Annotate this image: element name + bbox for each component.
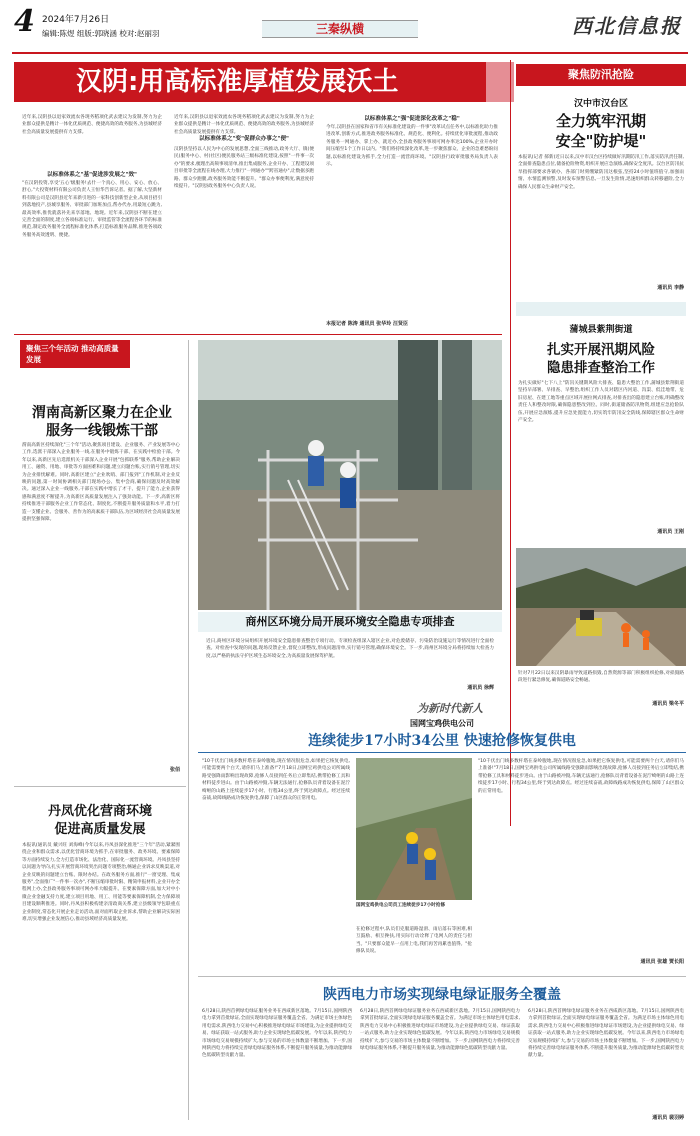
baoji-title: 连续徒步17小时34公里 快速抢修恢复供电 <box>308 733 576 749</box>
section-banner <box>262 20 418 38</box>
baoji-body-2: 在抢修过程中,队员们克服道路湿滑、雨后落石等困难,相互鼓励、相互搀扶,用实际行动诠释了电网人的责任与担当。"只要群众能早一点用上电,我们再苦再累也值得。"抢修队员说。 <box>356 927 472 955</box>
hanyin-subhead-1: 以标准体系之"基"促进涉发展之"效" <box>47 172 137 178</box>
pucheng-title-1: 蒲城县紫荆街道 <box>569 325 633 335</box>
baoji-body-3: "10千伏出门线多数杆塔在泰岭腹地,现在情况很危急,如果把它恢复供电,可能需要两个白天,请你们马上准备!"7月18日,国网宝鸡供电公司所属线路受强降雨影响出现故障,抢修人员接到任务后立即集结,携带抢修工具和材料徒步进山。由于山路被冲毁,车辆无法通行,抢修队员背着设备在泥泞崎岖的山路上连续徒步17小时、行程34公里,终于到达故障点。经过连续奋战,故障线路成功恢复供电,保障了山区群众的正常用电。 <box>478 759 684 794</box>
baoji-kicker: 国网宝鸡供电公司 <box>410 719 474 728</box>
road-repair-photo <box>516 548 686 666</box>
masthead <box>0 0 700 56</box>
power-market-byline: 通讯员 裴羽婷 <box>652 1115 684 1121</box>
pucheng-title-2: 扎实开展汛期风险 <box>547 342 655 358</box>
hanyin-subhead-2: 以标准体系之"变"促群众办事之"便" <box>199 136 289 142</box>
pucheng-title-3: 隐患排查整治工作 <box>547 360 655 376</box>
shangzhou-banner-text: 商州区环境分局开展环境安全隐患专项排查 <box>245 615 455 628</box>
baoji-body: "10千伏出门线多数杆塔在泰岭腹地,现在情况很危急,如果把它恢复供电,可能需要两个白天,请你们马上准备!"7月18日,国网宝鸡供电公司所属线路受强降雨影响出现故障,抢修人员接到任务后立即集结,携带抢修工具和材料徒步进山。由于山路被冲毁,车辆无法通行,抢修队员背着设备在泥泞崎岖的山路上连续徒步17小时、行程34公里,终于到达故障点。经过连续奋战,故障线路成功恢复供电,保障了山区群众的正常用电。 <box>202 759 350 802</box>
danfeng-body: 本报讯(通讯员 戴兴旺 刘海峰)今年以来,丹凤县深化推进"三个年"活动,紧紧围绕企业和群众需求,以优化营商环境为抓手,在审批服务、政务环境、要素保障等方面持续发力,全力打造市场化、法治化、国际化一流营商环境。丹凤县坚持以问题为导向,扎实开展营商环境突出问题专项整治,畅通企业诉求反映渠道,对企业反映的问题建立台账、限时办结。在政务服务方面,推行"一窗受理、集成服务",全面推广"一件事一次办",不断压缩审批时限、精简申报材料,企业开办全程网上办,全县政务服务事项可网办率大幅提升。在要素保障方面,加大对中小微企业金融支持力度,建立项目用地、用工、用能等要素保障机制,全力保障项目建设顺利推进。同时,丹凤县积极构建亲清政商关系,建立县级领导包联重点企业制度,常态化开展企业走访活动,面对面听取企业诉求,帮助企业解决实际困难,切实增强企业发展信心,推动县域经济高质量发展。 <box>22 843 180 923</box>
brand-logo: 西北信息报 <box>572 14 682 38</box>
issue-date: 2024年7月26日 <box>42 15 110 25</box>
hanyin-subhead-3: 以标准体系之"强"促进深化改革之"稳" <box>364 116 460 122</box>
headline-banner <box>14 62 514 102</box>
power-market-body-2: 6月28日,陕西首例绿电绿证服务业务在西咸新区落地。7月15日,国网陕西电力拿到首批绿证,全面实现绿电绿证服务覆盖全省。为满足市场主体绿色用电需求,陕西电力交易中心积极推进绿电绿证市场建设,为企业提供绿电交易、绿证获取一站式服务,助力企业实现绿色低碳发展。今年以来,陕西电力市场绿电交易规模持续扩大,参与交易的市场主体数量不断增加。下一步,国网陕西电力将持续完善绿电绿证服务体系,不断提升服务质量,为推动能源绿色低碳转型贡献力量。 <box>360 1009 520 1052</box>
flood-section-title: 聚焦防汛抢险 <box>568 68 634 81</box>
shangzhou-banner <box>198 612 502 632</box>
hanyin-intro: 近年来,汉阴县以退家效流农各现务稻项化武去建议为发制,努力为企业群众提供是精计一体化优质规范、便捷高效的政务服务,为县城经济社会高质量发展提供有力支撑。 <box>22 115 162 135</box>
weinan-byline: 张佰 <box>169 767 180 773</box>
weinan-title-2: 服务一线锻炼干部 <box>46 423 158 439</box>
danfeng-title-2: 促进高质量发展 <box>54 822 146 837</box>
weinan-body: 渭南高新区持续深化"三个年"活动,聚焦项目建设、企业服务、产业发展等中心工作,选派干部深入企业服务一线,在服务中锻炼干部、在实践中检验干部。今年以来,高新区先后选派机关干部深入企业开展"包抓联系"服务,帮助企业解决用工、融资、用地、审批等方面困难和问题,建立问题台账,实行销号管理,切实为企业排忧解难。同时,高新区建立"企业吹哨、部门报到"工作机制,对企业反映的问题,第一时间协调相关部门现场办公、集中会商,确保问题及时高效解决。通过深入企业一线服务,干部在实践中增长了才干、提升了能力,企业获得感和满意度不断提升,为高新区高质量发展注入了强劲动能。下一步,高新区将持续推进干部服务企业工作常态化、制度化,不断提升服务质量和水平,着力打造一支懂企业、会服务、善作为的高素质干部队伍,为区域经济社会高质量发展提供坚强保障。 <box>22 443 180 523</box>
power-market-body-3: 6月28日,陕西首例绿电绿证服务业务在西咸新区落地。7月15日,国网陕西电力拿到首批绿证,全面实现绿电绿证服务覆盖全省。为满足市场主体绿色用电需求,陕西电力交易中心积极推进绿电绿证市场建设,为企业提供绿电交易、绿证获取一站式服务,助力企业实现绿色低碳发展。今年以来,陕西电力市场绿电交易规模持续扩大,参与交易的市场主体数量不断增加。下一步,国网陕西电力将持续完善绿电绿证服务体系,不断提升服务质量,为推动能源绿色低碳转型贡献力量。 <box>528 1009 684 1059</box>
editor-credits: 编辑:陈煜 组版:郭晓涵 校对:赵丽羽 <box>42 29 160 38</box>
power-market-body-1: 6月28日,陕西首例绿电绿证服务业务在西咸新区落地。7月15日,国网陕西电力拿到首批绿证,全面实现绿电绿证服务覆盖全省。为满足市场主体绿色用电需求,陕西电力交易中心积极推进绿电绿证市场建设,为企业提供绿电交易、绿证获取一站式服务,助力企业实现绿色低碳发展。今年以来,陕西电力市场绿电交易规模持续扩大,参与交易的市场主体数量不断增加。下一步,国网陕西电力将持续完善绿电绿证服务体系,不断提升服务质量,为推动能源绿色低碳转型贡献力量。 <box>202 1009 352 1059</box>
hanyin-para-1: "在汉阴投资,享受'五心'级服务!去什一个真心、用心、安心、放心、舒心,"大投资材料有限公司负责人王恒华告诉记者。据了解,大坚新材料有限公司是汉阴县近年来新引进的一家科技创新型企业,从项目招引到落地投产,县城享服务、审批部门加班加点,帮办代办,用最短心跳为,最高效率,推优就落补先来享落地、地现。近年来,汉阴县不断在建立完善全面的制度,建立各项标准运行、审批监管等全流程各环节的标准规范,制定政务服务全流程标准化体系,打造标准服务品牌,推进各项政务服务高效透明、便捷。 <box>22 181 162 238</box>
weinan-kicker <box>20 340 170 368</box>
hanyin-para-2: 汉阴县坚持以人民为中心的发展思想,全面三线推动,政务大厅、镇(便民)服务中心、村(社区)便民服务站三级标准化建设,按照"一件事一次办"的要求,梳理出高频事项清单,推出集成服务,企业开办、工程建设项目审批等全流程在线办理,大力推行"一网通办""跨省通办",让数据多跑路、群众少跑腿,政务服务效能不断提升。"群众办事便利度,满意度持续提升。"汉阴县政务服务中心负责人说。 <box>174 147 315 190</box>
flood-divider <box>516 302 686 316</box>
pucheng-body: 为扎实做好"七下八上"防汛关键期风险大排查、隐患大整治工作,蒲城县紫荆街道坚持早部署、早排查、早整治,组织工作人员对辖区内河道、沟渠、低洼地带、危旧房屋、在建工地等重点区域开展拉网式排查,对排查出的隐患建立台账,明确整改责任人和整改时限,确保隐患整改到位。同时,街道储备防汛物资,组建应急抢险队伍,开展应急演练,提升应急处置能力,切实筑牢防汛安全防线,保障辖区群众生命财产安全。 <box>518 381 684 424</box>
hanyin-para-1b: 近年来,汉阴县以退家效流农各现务稻项化武去建议为发制,努力为企业群众提供是精计一体化优质规范、便捷高效的政务服务,为县城经济社会高质量发展提供有力支撑。 <box>174 115 314 135</box>
shangzhou-photo <box>198 340 502 610</box>
baoji-photo-caption: 国网宝鸡供电公司员工连续徒步17小时抢修 <box>356 903 446 908</box>
hanzhong-title-2: 全力筑牢汛期 <box>555 112 646 130</box>
shangzhou-byline: 通讯员 徐辉 <box>467 685 494 691</box>
hanzhong-title-3: 安全"防护堤" <box>555 132 647 150</box>
hanzhong-byline: 通讯员 李静 <box>657 285 684 291</box>
page-number: 4 <box>14 4 35 39</box>
hanzhong-title-1: 汉中市汉台区 <box>573 99 628 109</box>
flood-section-banner <box>516 64 686 86</box>
section-title: 三秦纵横 <box>315 22 364 36</box>
page-title: 汉阴:用高标准厚植发展沃土 <box>76 67 399 97</box>
weinan-kicker-text: 聚焦三个年活动 推动高质量发展 <box>20 340 130 368</box>
baoji-photo <box>356 758 472 900</box>
hanyin-byline: 本报记者 陈涛 通讯员 张华玲 汪贤臣 <box>326 321 408 327</box>
hanzhong-body: 本报讯(记者 郝新)近日以来,汉中市汉台区持续做好汛期防汛工作,落实防汛责任制,全面排查隐患点位,储备抢险物资,组织开展应急演练,确保安全度汛。汉台区防汛抗旱指挥部要求各镇办、各部门时刻绷紧防汛这根弦,坚持24小时值班值守,加强雨情、水情监测预警,及时发布预警信息,一旦发生险情,迅速组织群众转移避险,全力确保人民群众生命财产安全。 <box>518 155 684 190</box>
danfeng-title-1: 丹凤优化营商环境 <box>47 804 152 819</box>
shangzhou-caption: 近日,商州区环境分局组织开展环境安全隐患排查整治专项行动。专项检查组深入辖区企业,对危废储存、污染防治设施运行等情况进行全面检查。对检查中发现的问题,现场反馈企业,督促立即整改,形成问题清单,实行销号管理,确保环境安全。下一步,商州区环境分局将持续加大检查力度,以严格的执法守护区域生态环境安全,为高质量发展保驾护航。 <box>206 639 494 659</box>
pucheng-byline: 通讯员 王刚 <box>657 529 684 535</box>
hanyin-para-3: 今年,汉阴县在国家和省市有关标准化建设的一件事"改革试点任务中,以标准化助力推进改革,创新方式,推进政务服务标准化、规范化、便利化。持续优化审批流程,推动政务服务一网通办、掌上办、就近办,全县政务服务事项可网办率达100%,企业开办时间压缩至1个工作日以内。"我们将持续深化改革,进一步聚焦群众、企业的急难愁盼问题,以标准化建设为抓手,全力打造一流营商环境。"汉阴县行政审批服务局负责人表示。 <box>326 125 498 168</box>
road-repair-caption: 针对7月22日以来汉阴暴雨导致道路损毁,自然资源等部门积极组织抢修,对损毁路段进行紧急修复,确保道路安全畅通。 <box>518 671 684 684</box>
weinan-title-1: 渭南高新区聚力在企业 <box>32 405 172 421</box>
column-logo: 为新时代新人 <box>417 702 483 715</box>
baoji-byline: 通讯员 张雄 贾长阳 <box>640 959 684 965</box>
road-repair-byline: 通讯员 梁冬平 <box>652 701 684 707</box>
power-market-title: 陕西电力市场实现绿电绿证服务全覆盖 <box>323 987 561 1003</box>
